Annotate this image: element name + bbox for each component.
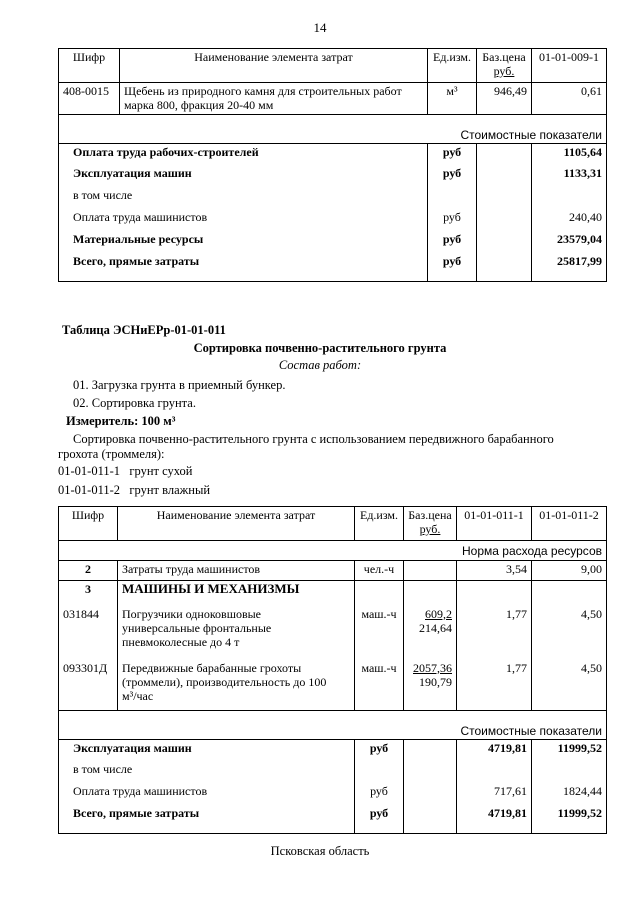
table-title: Таблица ЭСНиЕРр-01-01-011 — [62, 323, 226, 337]
header-col2: 01-01-011-2 — [532, 507, 607, 541]
cost-value: 25817,99 — [532, 253, 607, 281]
cost-unit: руб — [355, 805, 404, 833]
machine-v2: 4,50 — [532, 657, 607, 711]
cost-unit: руб — [428, 209, 477, 231]
section-label: Стоимостные показатели — [59, 723, 607, 740]
machine-unit: маш.-ч — [355, 603, 404, 657]
item-price: 946,49 — [477, 83, 532, 115]
cost-unit: руб — [355, 783, 404, 805]
header-name: Наименование элемента затрат — [120, 49, 428, 83]
cost-unit — [428, 187, 477, 209]
cost-value-1 — [457, 761, 532, 783]
cost-label: в том числе — [59, 187, 428, 209]
cost-row — [59, 187, 607, 209]
cost-label: Оплата труда машинистов — [59, 783, 355, 805]
cost-row — [59, 739, 607, 761]
cost-value-2: 11999,52 — [532, 739, 607, 761]
machine-v2: 4,50 — [532, 603, 607, 657]
table-row — [59, 83, 607, 115]
item-name: Щебень из природного камня для строительных работ марка 800, фракция 20-40 мм — [120, 83, 428, 115]
header-base-price: Баз.цена руб. — [477, 49, 532, 83]
cost-row — [59, 143, 607, 165]
cost-label: в том числе — [59, 761, 355, 783]
cost-value-1: 717,61 — [457, 783, 532, 805]
cost-value-2: 11999,52 — [532, 805, 607, 833]
machine-code: 031844 — [59, 603, 118, 657]
cost-unit: руб — [355, 739, 404, 761]
cost-row — [59, 165, 607, 187]
cost-label: Материальные ресурсы — [59, 231, 428, 253]
header-unit: Ед.изм. — [428, 49, 477, 83]
table-row: 3 МАШИНЫ И МЕХАНИЗМЫ — [59, 581, 607, 603]
machine-code: 093301Д — [59, 657, 118, 711]
cost-label: Всего, прямые затраты — [59, 805, 355, 833]
norm-label: Норма расхода ресурсов — [59, 541, 607, 561]
cost-row — [59, 783, 607, 805]
footer-region: Псковская область — [270, 844, 370, 858]
measure-label: Измеритель: 100 м³ — [66, 414, 176, 428]
machine-v1: 1,77 — [457, 603, 532, 657]
work-item-1: 01. Загрузка грунта в приемный бункер. — [73, 378, 286, 392]
cost-unit: руб — [428, 253, 477, 281]
cost-label: Эксплуатация машин — [59, 165, 428, 187]
cost-row — [59, 209, 607, 231]
table-row: 2 Затраты труда машинистов чел.-ч 3,54 9,00 — [59, 561, 607, 581]
header-base-price: Баз.цена руб. — [404, 507, 457, 541]
cost-unit: руб — [428, 231, 477, 253]
item-unit: м³ — [428, 83, 477, 115]
variant-2: 01-01-011-2 грунт влажный — [58, 483, 211, 497]
variant-1: 01-01-011-1 грунт сухой — [58, 464, 193, 478]
cost-label: Эксплуатация машин — [59, 739, 355, 761]
cost-row — [59, 231, 607, 253]
header-code: Шифр — [59, 507, 118, 541]
cost-unit: руб — [428, 165, 477, 187]
header-name: Наименование элемента затрат — [118, 507, 355, 541]
cost-value — [532, 187, 607, 209]
machine-name: Погрузчики одноковшовые универсальные фронтальные пневмоколесные до 4 т — [118, 603, 355, 657]
header-unit: Ед.изм. — [355, 507, 404, 541]
cost-value-2: 1824,44 — [532, 783, 607, 805]
cost-value-1: 4719,81 — [457, 739, 532, 761]
cost-label: Оплата труда рабочих-строителей — [59, 143, 428, 165]
cost-row — [59, 253, 607, 281]
machine-v1: 1,77 — [457, 657, 532, 711]
machine-price: 2057,36 190,79 — [404, 657, 457, 711]
cost-unit — [355, 761, 404, 783]
cost-table-011 — [58, 506, 607, 834]
cost-value-2 — [532, 761, 607, 783]
cost-table-009 — [58, 48, 607, 282]
header-code: Шифр — [59, 49, 120, 83]
machine-price: 609,2 214,64 — [404, 603, 457, 657]
header-col1: 01-01-009-1 — [532, 49, 607, 83]
cost-label: Оплата труда машинистов — [59, 209, 428, 231]
item-value: 0,61 — [532, 83, 607, 115]
cost-unit: руб — [428, 143, 477, 165]
cost-value: 1105,64 — [532, 143, 607, 165]
cost-row — [59, 805, 607, 833]
cost-value: 1133,31 — [532, 165, 607, 187]
cost-row — [59, 761, 607, 783]
machine-row — [59, 657, 607, 711]
machine-row — [59, 603, 607, 657]
description-line-1: Сортировка почвенно-растительного грунта с использованием передвижного барабанного — [73, 432, 554, 446]
section-heading: Сортировка почвенно-растительного грунта — [193, 341, 447, 355]
cost-label: Всего, прямые затраты — [59, 253, 428, 281]
work-item-2: 02. Сортировка грунта. — [73, 396, 196, 410]
machine-name: Передвижные барабанные грохоты (троммели), производительность до 100 м³/час — [118, 657, 355, 711]
header-col1: 01-01-011-1 — [457, 507, 532, 541]
item-code: 408-0015 — [59, 83, 120, 115]
cost-value: 23579,04 — [532, 231, 607, 253]
section-label: Стоимостные показатели — [59, 127, 607, 144]
description-line-2: грохота (троммеля): — [58, 447, 165, 461]
cost-value: 240,40 — [532, 209, 607, 231]
machine-unit: маш.-ч — [355, 657, 404, 711]
page-number: 14 — [313, 20, 327, 35]
cost-value-1: 4719,81 — [457, 805, 532, 833]
composition-title: Состав работ: — [278, 358, 362, 372]
